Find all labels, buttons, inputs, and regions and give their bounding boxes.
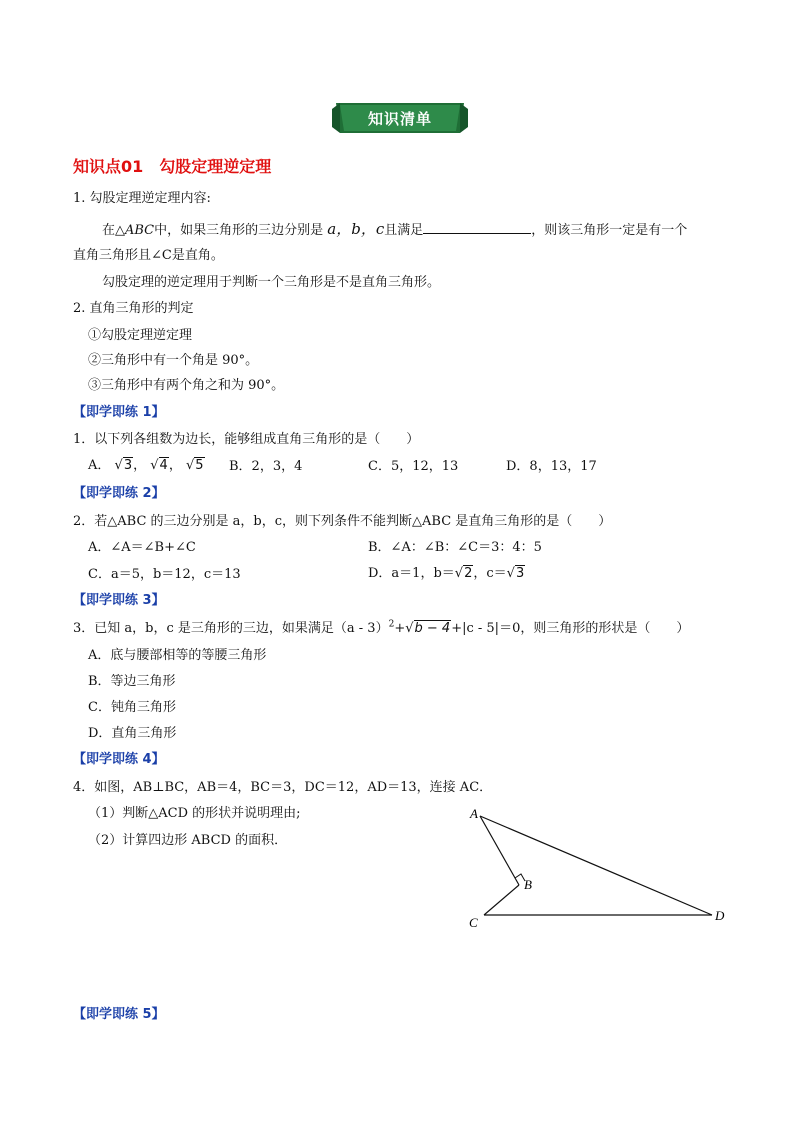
exercise-1-label: 【即学即练 1】 — [73, 405, 165, 420]
exercise-2-option-d[interactable] — [368, 562, 525, 581]
vertex-label-c: C — [469, 915, 478, 930]
exercise-3-option-a[interactable]: A．底与腰部相等的等腰三角形 — [88, 648, 267, 663]
exercise-1-option-b[interactable]: B．2，3，4 — [229, 459, 303, 474]
edge-bc — [484, 885, 519, 915]
vertex-label-d: D — [715, 908, 725, 923]
exponent: 2 — [388, 619, 395, 630]
criteria-item-1: ①勾股定理逆定理 — [88, 328, 193, 343]
sqrt-2: √2 — [454, 566, 473, 581]
theory-line-2: 直角三角形且∠C是直角。 — [73, 248, 224, 263]
sqrt-4: √4 — [150, 458, 168, 473]
exercise-2-question: 2．若△ABC 的三边分别是 a，b，c，则下列条件不能判断△ABC 是直角三角形的是（ ） — [73, 514, 612, 529]
fill-blank[interactable] — [423, 222, 531, 234]
text-abc: ABC — [125, 223, 155, 238]
exercise-3-option-c[interactable]: C．钝角三角形 — [88, 700, 176, 715]
question-text: +|c - 5|＝0，则三角形的形状是（ ） — [451, 621, 690, 636]
text: 且满足 — [384, 223, 424, 238]
var-abc: a，b，c — [327, 220, 385, 238]
exercise-4-sub-2: （2）计算四边形 ABCD 的面积． — [88, 833, 288, 848]
edge-ab — [480, 816, 519, 885]
exercise-5-label: 【即学即练 5】 — [73, 1007, 165, 1022]
exercise-2-option-a[interactable]: A．∠A＝∠B+∠C — [88, 540, 196, 555]
section-banner — [332, 101, 468, 135]
theory-line-1 — [102, 218, 687, 239]
option-letter: A． — [88, 458, 111, 473]
text: 在△ — [102, 223, 125, 238]
theory-title-2: 2. 直角三角形的判定 — [73, 301, 194, 316]
criteria-item-3: ③三角形中有两个角之和为 90°。 — [88, 378, 285, 393]
vertex-label-a: A — [470, 806, 478, 821]
vertex-label-b: B — [524, 877, 532, 892]
theory-title-1: 1. 勾股定理逆定理内容: — [73, 191, 211, 206]
exercise-1-option-c[interactable]: C．5，12，13 — [368, 459, 459, 474]
quadrilateral-figure — [466, 800, 736, 935]
exercise-1-question: 1．以下列各组数为边长，能够组成直角三角形的是（ ） — [73, 432, 420, 447]
option-text: ，c＝ — [473, 566, 507, 581]
exercise-3-question — [73, 617, 689, 636]
sqrt-3: √3 — [114, 458, 133, 473]
exercise-4-sub-1: （1）判断△ACD 的形状并说明理由; — [88, 806, 301, 821]
exercise-3-option-b[interactable]: B．等边三角形 — [88, 674, 176, 689]
exercise-1-option-a[interactable]: A． √3， √4， √5 — [88, 458, 204, 473]
sqrt-b-minus-4: √b − 4 — [405, 621, 451, 636]
exercise-3-option-d[interactable]: D．直角三角形 — [88, 726, 177, 741]
exercise-4-label: 【即学即练 4】 — [73, 752, 165, 767]
sqrt-5: √5 — [185, 458, 204, 473]
text: ，则该三角形一定是有一个 — [531, 223, 688, 238]
text: 中，如果三角形的三边分别是 — [154, 223, 324, 238]
option-text: D．a＝1，b＝ — [368, 566, 455, 581]
exercise-1-option-d[interactable]: D．8，13，17 — [506, 459, 597, 474]
edge-ad — [480, 816, 712, 915]
question-text: 3．已知 a，b，c 是三角形的三边，如果满足（a - 3） — [73, 621, 389, 636]
exercise-2-option-c[interactable]: C．a＝5，b＝12，c＝13 — [88, 567, 241, 582]
exercise-3-label: 【即学即练 3】 — [73, 593, 165, 608]
plus-sign: + — [394, 621, 406, 636]
exercise-4-question: 4．如图，AB⊥BC，AB＝4，BC＝3，DC＝12，AD＝13，连接 AC． — [73, 780, 493, 795]
banner-title: 知识清单 — [367, 109, 432, 128]
exercise-2-label: 【即学即练 2】 — [73, 486, 165, 501]
section-heading: 知识点01 勾股定理逆定理 — [73, 157, 272, 176]
theory-line-3: 勾股定理的逆定理用于判断一个三角形是不是直角三角形。 — [102, 275, 441, 290]
criteria-item-2: ②三角形中有一个角是 90°。 — [88, 353, 259, 368]
exercise-2-option-b[interactable]: B．∠A：∠B：∠C＝3：4：5 — [368, 540, 542, 555]
sqrt-3: √3 — [506, 566, 525, 581]
